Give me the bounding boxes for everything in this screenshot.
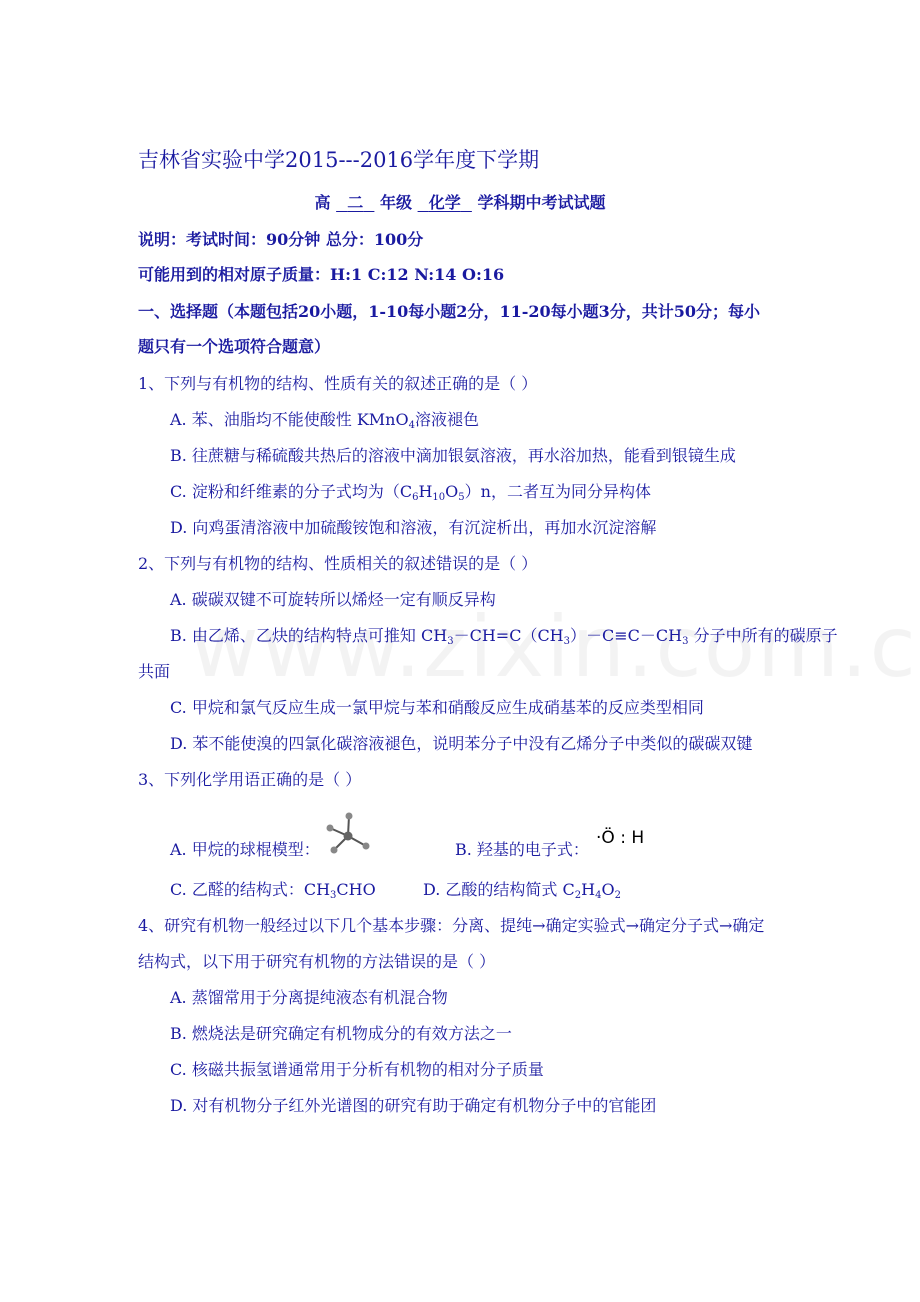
question-2-option-c: C. 甲烷和氯气反应生成一氯甲烷与苯和硝酸反应生成硝基苯的反应类型相同 bbox=[170, 698, 704, 717]
question-4-option-d: D. 对有机物分子红外光谱图的研究有助于确定有机物分子中的官能团 bbox=[170, 1096, 657, 1115]
section-heading-line2: 题只有一个选项符合题意） bbox=[138, 337, 331, 356]
question-2-option-b: B. 由乙烯、乙炔的结构特点可推知 $CH_3-CH=C(CH_3)-C\equiv C-CH_3$ 分子中所有的碳原子 bbox=[170, 626, 838, 647]
question-2-option-a: A. 碳碳双键不可旋转所以烯烃一定有顺反异构 bbox=[170, 590, 496, 609]
question-1-option-d: D. 向鸡蛋清溶液中加硫酸铵饱和溶液，有沉淀析出，再加水沉淀溶解 bbox=[170, 518, 657, 537]
question-1-stem: 1、下列与有机物的结构、性质有关的叙述正确的是（ ） bbox=[138, 374, 538, 393]
question-3-option-c: C. 乙醛的结构式：$CH_3CHO$ bbox=[170, 880, 376, 901]
question-2-stem: 2、下列与有机物的结构、性质相关的叙述错误的是（ ） bbox=[138, 554, 538, 573]
question-4-option-c: C. 核磁共振氢谱通常用于分析有机物的相对分子质量 bbox=[170, 1060, 544, 1079]
subtitle-grade: 二 bbox=[347, 193, 364, 212]
question-2-option-d: D. 苯不能使溴的四氯化碳溶液褪色，说明苯分子中没有乙烯分子中类似的碳碳双键 bbox=[170, 734, 753, 753]
section-heading-line1: 一、选择题（本题包括20小题，1-10每小题2分，11-20每小题3分，共计50分；每小 bbox=[138, 302, 761, 321]
exam-info: 说明：考试时间：90分钟 总分：100分 bbox=[138, 230, 424, 249]
subtitle-part: 高 bbox=[314, 193, 331, 212]
hydroxyl-electron-formula: ·Ö : H bbox=[596, 828, 645, 848]
watermark bbox=[190, 598, 920, 696]
school-title: 吉林省实验中学2015---2016学年度下学期 bbox=[138, 148, 540, 172]
subtitle-subject: 化学 bbox=[428, 193, 461, 212]
subtitle-part: 学科期中考试试题 bbox=[477, 193, 606, 212]
question-3-option-a: A. 甲烷的球棍模型： bbox=[170, 840, 320, 859]
question-3-stem: 3、下列化学用语正确的是（ ） bbox=[138, 770, 362, 789]
question-1-option-a: A. 苯、油脂均不能使酸性 KMnO$_4$溶液褪色 bbox=[170, 410, 479, 431]
question-4-option-b: B. 燃烧法是研究确定有机物成分的有效方法之一 bbox=[170, 1024, 512, 1043]
exam-subtitle bbox=[0, 193, 920, 213]
subtitle-part: 年级 bbox=[379, 193, 412, 212]
question-1-option-c: C. 淀粉和纤维素的分子式均为$(C_6H_{10}O_5)n$，二者互为同分异构体 bbox=[170, 482, 651, 503]
question-3-option-b: B. 羟基的电子式： bbox=[455, 840, 589, 859]
question-4-stem-line1: 4、研究有机物一般经过以下几个基本步骤：分离、提纯→确定实验式→确定分子式→确定 bbox=[138, 916, 765, 935]
question-3-option-d: D. 乙酸的结构简式 $C_2H_4O_2$ bbox=[423, 880, 621, 901]
atomic-masses: 可能用到的相对原子质量：H:1 C:12 N:14 O:16 bbox=[138, 265, 505, 284]
question-4-option-a: A. 蒸馏常用于分离提纯液态有机混合物 bbox=[170, 988, 448, 1007]
question-2-option-b-continued: 共面 bbox=[138, 662, 171, 681]
question-4-stem-line2: 结构式，以下用于研究有机物的方法错误的是（ ） bbox=[138, 952, 496, 971]
methane-ball-stick-model bbox=[316, 810, 376, 860]
question-1-option-b: B. 往蔗糖与稀硫酸共热后的溶液中滴加银氨溶液，再水浴加热，能看到银镜生成 bbox=[170, 446, 736, 465]
